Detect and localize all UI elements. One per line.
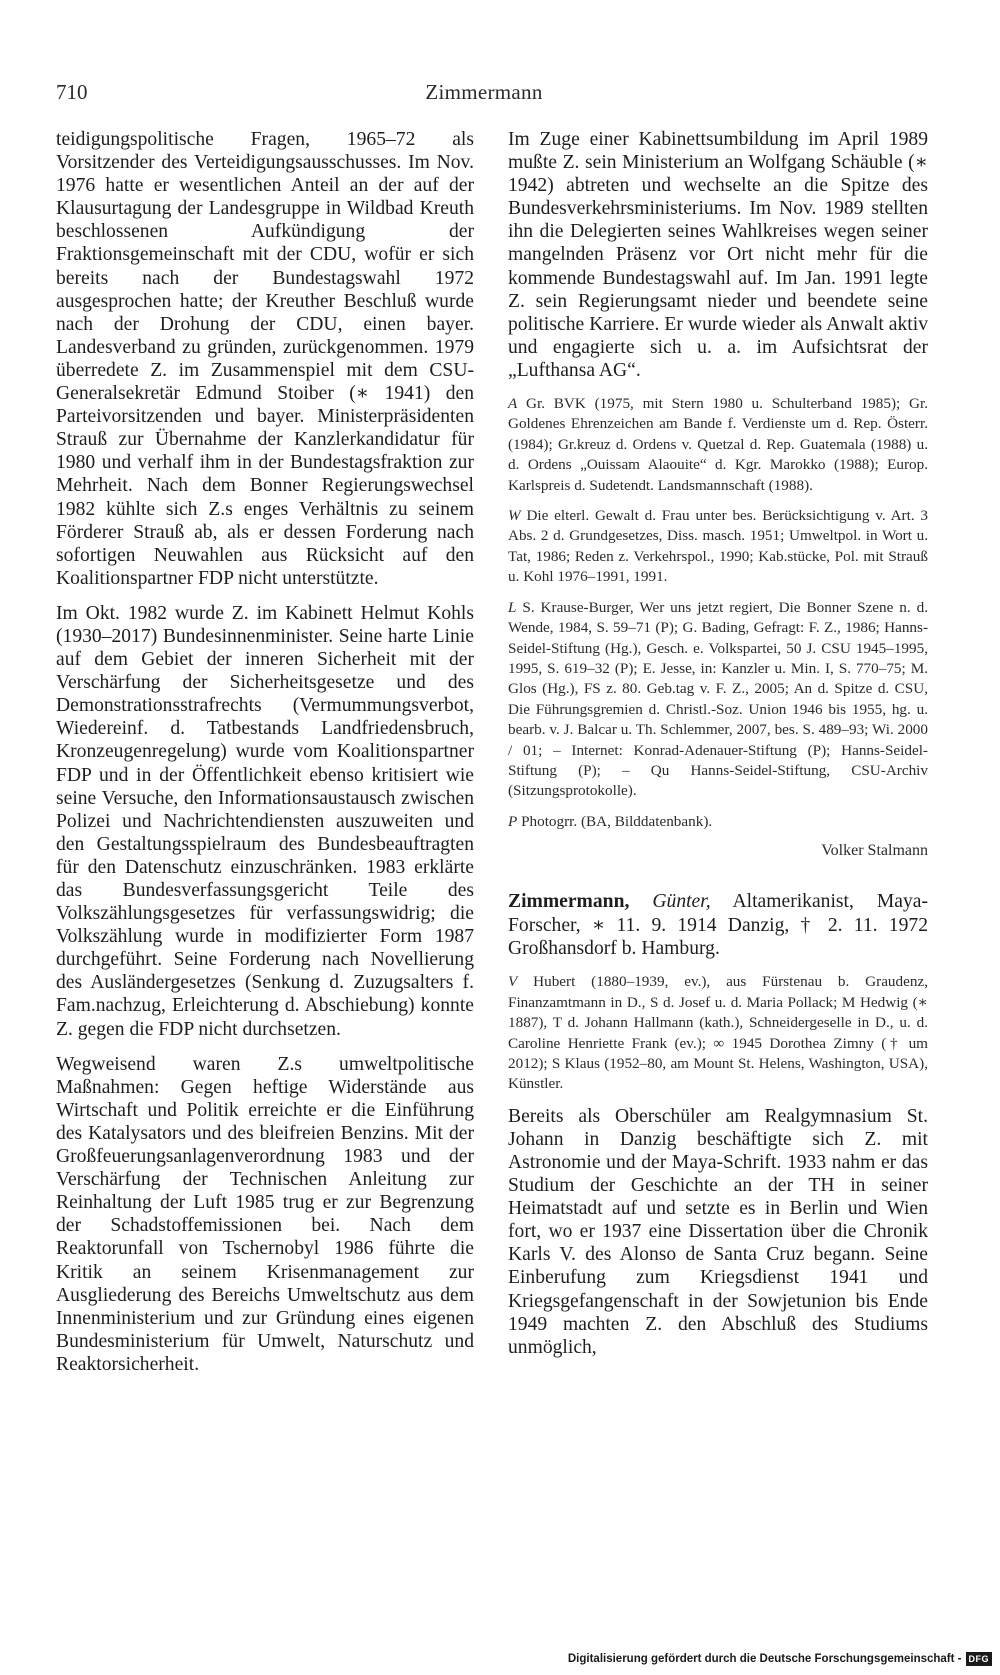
- paragraph: teidigungspolitische Fragen, 1965–72 als Vorsitzender des Verteidigungsausschusses. Im Nov. 1976 hatte er wesentlichen Anteil an der auf der Klausurtagung der Landesgruppe in Wildbad Kreuth beschlossenen Aufkündigung der Fraktionsgemeinschaft mit der CDU, wofür er sich bereits nach der Bundestagswahl 1972 ausgesprochen hatte; der Kreuther Beschluß wurde nach der Drohung der CDU, einen bayer. Landesverband zu gründen, zurückgenommen. 1979 überredete Z. im Zusammenspiel mit dem CSU-Generalsekretär Edmund Stoiber (∗ 1941) den Parteivorsitzenden und bayer. Ministerpräsidenten Strauß zur Übernahme der Kanzlerkandidatur für 1980 und verhalf ihm in der Bundestagsfraktion zur Mehrheit. Nach dem Bonner Regierungswechsel 1982 kühlte sich Z.s enges Verhältnis zu seinem Förderer Strauß ab, als er dessen Forderung nach sofortigen Neuwahlen aus Rücksicht auf den Koalitionspartner FDP nicht unterstützte.: [56, 129, 474, 589]
- paragraph: Bereits als Oberschüler am Realgymnasium St. Johann in Danzig beschäftigte sich Z. mit Astronomie und der Maya-Schrift. 1933 nahm er das Studium der Geschichte an der TH in seiner Heimatstadt auf und setzte es in Berlin und Wien fort, wo er 1937 eine Dissertation über die Chronik Karls V. des Alonso de Santa Cruz begann. Seine Einberufung zum Kriegsdienst 1941 und Kriegsgefangenschaft in der Sowjetunion bis Ende 1949 machten Z. den Abschluß des Studiums unmöglich,: [508, 1105, 928, 1358]
- works-note: [508, 506, 928, 588]
- portrait-note: [508, 812, 928, 832]
- entry-name: Zimmermann,: [508, 891, 630, 913]
- right-column: [508, 128, 928, 1371]
- footer-text: Digitalisierung gefördert durch die Deutsche Forschungsgemeinschaft -: [567, 1653, 962, 1665]
- note-text: Die elterl. Gewalt d. Frau unter bes. Berücksichtigung v. Art. 3 Abs. 2 d. Grundgesetzes, Diss. masch. 1951; Umweltpol. in Wort u. Tat, 1986; Reden z. Verkehrspol., 1990; Kab.stücke, Pol. mit Strauß u. Kohl 1976–1991, 1991.: [508, 507, 928, 586]
- paragraph: Wegweisend waren Z.s umweltpolitische Maßnahmen: Gegen heftige Widerstände aus Wirtschaft und Politik erreichte er die Einführung des Katalysators und des bleifreien Benzins. Mit der Großfeuerungsanlagenverordnung 1983 und der Verschärfung der Technischen Anleitung zur Reinhaltung der Luft 1985 trug er zur Begrenzung der Schadstoffemissionen bei. Nach dem Reaktorunfall von Tschernobyl 1986 führte die Kritik an seinem Krisenmanagement zur Ausgliederung des Bereichs Umweltschutz aus dem Innenministerium und zur Gründung eines eigenen Bundesministerium für Umwelt, Naturschutz und Reaktorsicherheit.: [56, 1053, 474, 1375]
- note-text: Hubert (1880–1939, ev.), aus Fürstenau b. Graudenz, Finanzamtmann in D., S d. Josef u. d. Maria Pollack; M Hedwig (∗ 1887), T d. Johann Hallmann (kath.), Schneidergeselle in D., u. d. Caroline Henriette Frank (ev.); ∞ 1945 Dorothea Zimny († um 2012); S Klaus (1952–80, am Mount St. Helens, Washington, USA), Künstler.: [508, 973, 928, 1093]
- note-label: P: [508, 812, 518, 830]
- dfg-logo: DFG: [966, 1652, 993, 1666]
- entry-summary: Altamerikanist, Maya-Forscher, ∗ 11. 9. 1914 Danzig, † 2. 11. 1972 Großhansdorf b. Hamburg.: [508, 891, 928, 959]
- page-number: 710: [56, 80, 88, 104]
- awards-note: [508, 394, 928, 496]
- page-header: [56, 80, 912, 110]
- paragraph: Im Zuge einer Kabinettsumbildung im April 1989 mußte Z. sein Ministerium an Wolfgang Schäuble (∗ 1942) abtreten und wechselte an die Spitze des Bundesverkehrsministeriums. Im Nov. 1989 stellten ihn die Delegierten seines Wahlkreises wegen seiner mangelnden Präsenz vor Ort nicht mehr für die kommende Bundestagswahl auf. Im Jan. 1991 legte Z. sein Regierungsamt nieder und beendete seine politische Karriere. Er wurde wieder als Anwalt aktiv und engagierte sich u. a. im Aufsichtsrat der „Lufthansa AG“.: [508, 129, 928, 381]
- entry-given-name: Günter,: [629, 891, 711, 913]
- note-text: S. Krause-Burger, Wer uns jetzt regiert, Die Bonner Szene n. d. Wende, 1984, S. 59–71 (P); G. Bading, Gefragt: F. Z., 1986; Hanns-Seidel-Stiftung (Hg.), Gesch. e. Volkspartei, 50 J. CSU 1945–1995, 1995, S. 619–32 (P); E. Jesse, in: Kanzler u. Min. I, S. 770–75; M. Glos (Hg.), FS z. 80. Geb.tag v. F. Z., 2005; An d. Spitze d. CSU, Die Führungsgremien d. Christl.-Soz. Union 1946 bis 1955, hg. u. bearb. v. J. Balcar u. Th. Schlemmer, 2007, bes. S. 489–93; Wi. 2000 / 01; – Internet: Konrad-Adenauer-Stiftung (P); Hanns-Seidel-Stiftung (P); – Qu Hanns-Seidel-Stiftung, CSU-Archiv (Sitzungsprotokolle).: [508, 598, 928, 800]
- note-text: Photogrr. (BA, Bilddatenbank).: [517, 812, 713, 830]
- left-column: [56, 128, 474, 1388]
- literature-note: [508, 598, 928, 802]
- note-label: A: [508, 395, 518, 413]
- running-head: Zimmermann: [425, 80, 543, 104]
- note-label: W: [508, 507, 521, 525]
- note-label: V: [508, 973, 518, 991]
- paragraph: Im Okt. 1982 wurde Z. im Kabinett Helmut Kohls (1930–2017) Bundesinnenminister. Seine harte Linie auf dem Gebiet der inneren Sicherheit mit der Verschärfung der Sicherheitsgesetze und des Demonstrationsstrafrechts (Vermummungsverbot, Wiedereinf. d. Tatbestands Landfriedensbruch, Kronzeugenregelung) wurde vom Koalitionspartner FDP und in der Öffentlichkeit ebenso kritisiert wie seine Versuche, den Informationsaustausch zwischen Polizei und Nachrichtendiensten auszuweiten und den Gestaltungsspielraum des Bundesbeauftragten für den Datenschutz einzuschränken. 1983 erklärte das Bundesverfassungsgericht Teile des Volkszählungsgesetzes für verfassungswidrig; die Volkszählung wurde in modifizierter Form 1987 durchgeführt. Seine Forderung nach Novellierung des Ausländergesetzes (Senkung d. Zuzugsalters f. Fam.nachzug, Erleichterung d. Abschiebung) konnte Z. gegen die FDP nicht durchsetzen.: [56, 602, 474, 1040]
- article-author: Volker Stalmann: [821, 842, 928, 860]
- entry-heading: [508, 890, 928, 960]
- footer-credit: [568, 1649, 992, 1669]
- note-label: L: [508, 598, 517, 616]
- genealogy-note: [508, 972, 928, 1094]
- note-text: Gr. BVK (1975, mit Stern 1980 u. Schulterband 1985); Gr. Goldenes Ehrenzeichen am Bande f. Verdienste um d. Rep. Österr. (1984); Gr.kreuz d. Ordens v. Quetzal d. Rep. Guatemala (1988) u. d. Ordens „Ouissam Alaouite“ d. Kgr. Marokko (1988); Europ. Karlspreis d. Sudetendt. Landsmannschaft (1988).: [508, 395, 928, 494]
